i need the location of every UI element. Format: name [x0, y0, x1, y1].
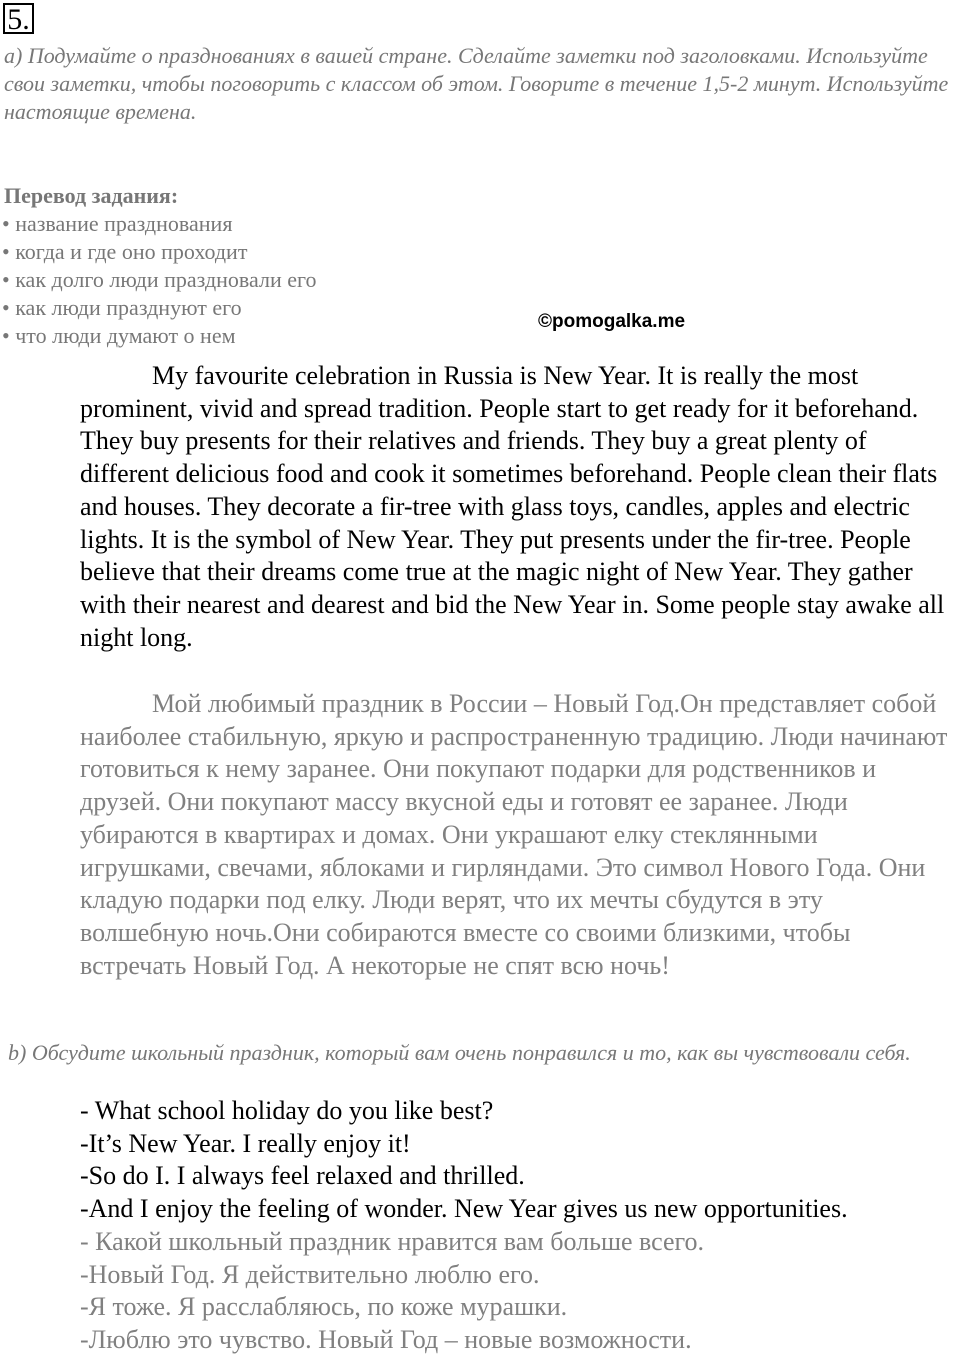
list-item: • что люди думают о нем	[2, 322, 316, 350]
translation-heading: Перевод задания:	[4, 183, 179, 208]
english-paragraph	[80, 360, 952, 654]
russian-paragraph	[80, 688, 952, 982]
dialogue-line-english: -It’s New Year. I really enjoy it!	[80, 1128, 411, 1158]
list-item: • когда и где оно проходит	[2, 238, 316, 266]
dialogue-line-english: - What school holiday do you like best?	[80, 1096, 494, 1125]
dialogue-line-english: -And I enjoy the feeling of wonder. New Year gives us new opportunities.	[80, 1194, 848, 1224]
english-paragraph-text: My favourite celebration in Russia is New Year. It is really the most prominent, vivid and spread tradition. People start to get ready for it beforehand. They buy presents for their relatives and friends. They buy a great plenty of different delicious food and cook it sometimes beforehand. People clean their flats and houses. They decorate a fir-tree with glass toys, candles, apples and electric lights. It is the symbol of New Year. They put presents under the fir-tree. People believe that their dreams come true at the magic night of New Year. They gather with their nearest and dearest and bid the New Year in. Some people stay awake all night long.	[80, 361, 945, 652]
dialogue-line-russian: -Я тоже. Я расслабляюсь, по коже мурашки.	[80, 1292, 568, 1322]
dialogue-line-russian: -Люблю это чувство. Новый Год – новые возможности.	[80, 1324, 692, 1354]
dialogue-line-russian: -Новый Год. Я действительно люблю его.	[80, 1259, 540, 1289]
list-item: • название празднования	[2, 210, 316, 238]
dialogue	[80, 1095, 848, 1357]
dialogue-line-russian: - Какой школьный праздник нравится вам больше всего.	[80, 1226, 705, 1256]
task-b-instruction: b) Обсудите школьный праздник, который вам очень понравился и то, как вы чувствовали себя.	[8, 1040, 911, 1065]
exercise-number: 5.	[3, 3, 34, 34]
list-item: • как долго люди праздновали его	[2, 266, 316, 294]
task-a-instruction: а) Подумайте о празднованиях в вашей стране. Сделайте заметки под заголовками. Используйте свои заметки, чтобы поговорить с классом об этом. Говорите в течение 1,5-2 минут. Используйте настоящие времена.	[4, 43, 949, 124]
dialogue-line-english: -So do I. I always feel relaxed and thrilled.	[80, 1161, 525, 1191]
watermark: ©pomogalka.me	[538, 311, 686, 332]
russian-paragraph-text: Мой любимый праздник в России – Новый Год.Он представляет собой наиболее стабильную, яркую и распространенную традицию. Люди начинают готовиться к нему заранее. Они покупают подарки для родственников и друзей. Они покупают массу вкусной еды и готовят ее заранее. Люди убираются в квартирах и домах. Они украшают елку стеклянными игрушками, свечами, яблоками и гирляндами. Это символ Нового Года. Они кладую подарки под елку. Люди верят, что их мечты сбудутся в эту волшебную ночь.Они собираются вместе со своими близкими, чтобы встречать Новый Год. А некоторые не спят всю ночь!	[80, 689, 948, 980]
list-item: • как люди празднуют его	[2, 294, 316, 322]
translation-list	[2, 210, 316, 350]
